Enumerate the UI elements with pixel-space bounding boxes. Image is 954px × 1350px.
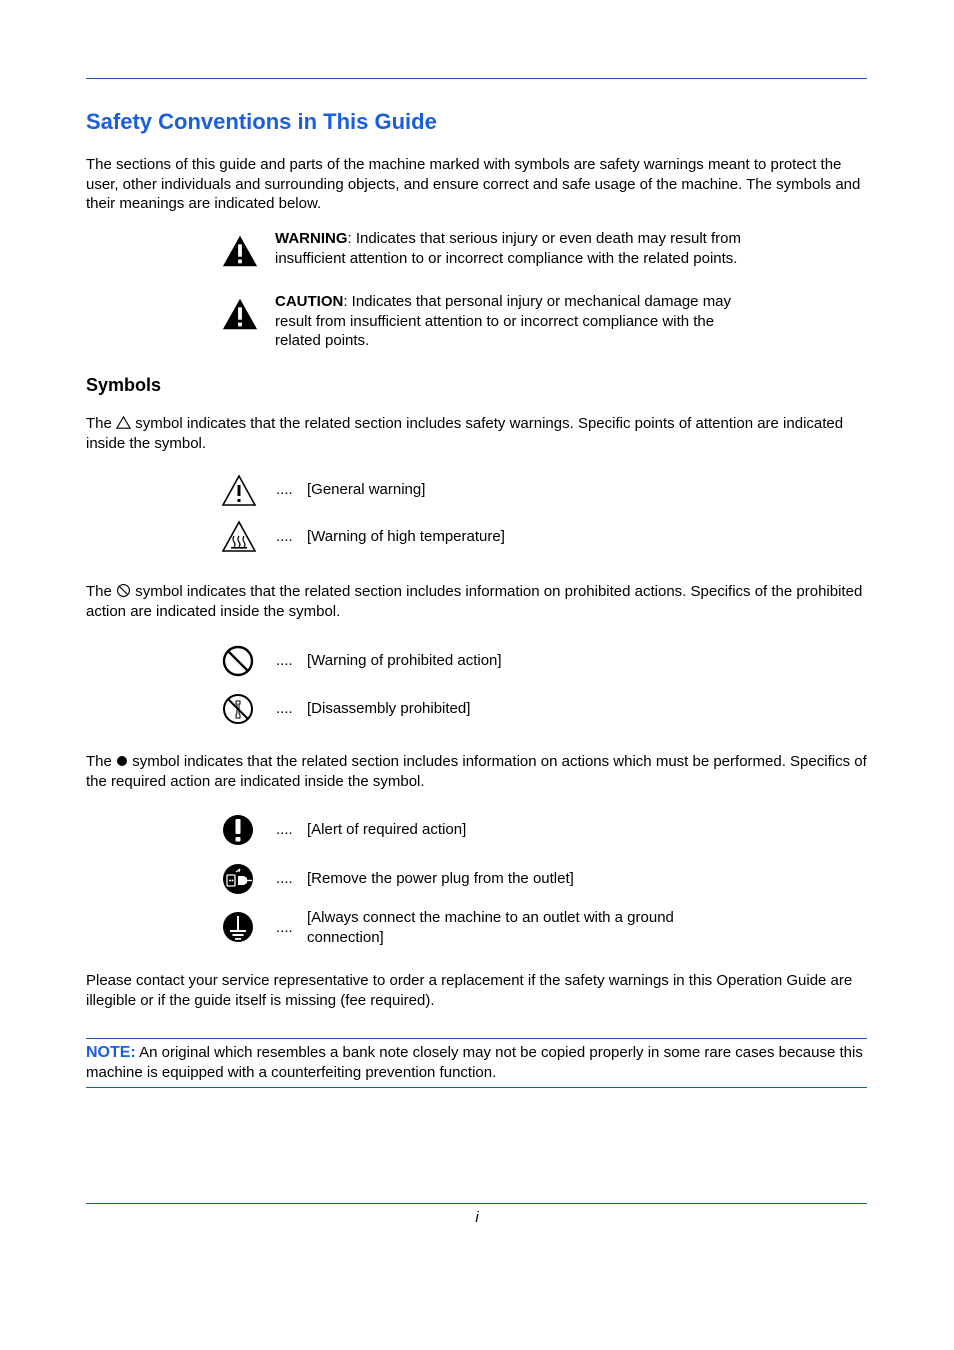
filled-circle-icon xyxy=(116,755,128,767)
high-temperature-label: [Warning of high temperature] xyxy=(307,528,505,545)
warning-text: : Indicates that serious injury or even death may result from insufficient attention to or incorrect compliance with the related points. xyxy=(275,230,742,267)
required-symbol-paragraph xyxy=(86,752,876,791)
paragraph-prefix: The xyxy=(86,415,112,432)
remove-plug-icon xyxy=(222,862,256,896)
ground-connection-label: [Always connect the machine to an outlet with a ground connection] xyxy=(307,909,674,946)
note-top-rule xyxy=(86,1038,867,1039)
leader-dots: .... xyxy=(276,528,293,545)
leader-dots: .... xyxy=(276,481,293,498)
page-title: Safety Conventions in This Guide xyxy=(86,109,437,134)
remove-plug-label: [Remove the power plug from the outlet] xyxy=(307,870,574,887)
paragraph-body: symbol indicates that the related section includes safety warnings. Specific points of attention are indicated inside the symbol. xyxy=(86,415,844,452)
prohibited-action-label: [Warning of prohibited action] xyxy=(307,652,502,669)
warning-notice xyxy=(275,229,745,268)
symbols-heading: Symbols xyxy=(86,375,162,395)
high-temperature-icon xyxy=(222,520,256,554)
contact-paragraph: Please contact your service representative to order a replacement if the safety warnings in this Operation Guide are illegible or if the guide itself is missing (fee required). xyxy=(86,972,853,1009)
leader-dots: .... xyxy=(276,652,293,669)
note-bottom-rule xyxy=(86,1087,867,1088)
paragraph-body: symbol indicates that the related section includes information on prohibited actions. Specifics of the prohibited action are indicated inside the symbol. xyxy=(86,583,863,620)
caution-term: CAUTION xyxy=(275,293,344,310)
prohibited-circle-icon xyxy=(116,583,131,598)
caution-notice xyxy=(275,292,745,351)
leader-dots: .... xyxy=(276,870,293,887)
triangle-outline-icon xyxy=(116,415,131,430)
leader-dots: .... xyxy=(276,919,293,936)
prohibited-action-icon xyxy=(222,644,256,678)
ground-connection-icon xyxy=(222,910,256,944)
leader-dots: .... xyxy=(276,821,293,838)
note-text: An original which resembles a bank note closely may not be copied properly in some rare cases because this machine is equipped with a counterfeiting prevention function. xyxy=(86,1044,863,1081)
top-rule xyxy=(86,78,867,79)
required-action-label: [Alert of required action] xyxy=(307,821,467,838)
paragraph-body: symbol indicates that the related section includes information on actions which must be performed. Specifics of the required action are indicated inside the symbol. xyxy=(86,753,867,790)
warning-term: WARNING xyxy=(275,230,348,247)
intro-paragraph: The sections of this guide and parts of the machine marked with symbols are safety warnings meant to protect the user, other individuals and surrounding objects, and ensure correct and safe usage of the machine. The symbols and their meanings are indicated below. xyxy=(86,156,861,212)
required-action-icon xyxy=(222,813,256,847)
general-warning-label: [General warning] xyxy=(307,481,426,498)
paragraph-prefix: The xyxy=(86,753,112,770)
triangle-symbol-paragraph xyxy=(86,414,876,453)
leader-dots: .... xyxy=(276,700,293,717)
prohibited-symbol-paragraph xyxy=(86,582,876,621)
caution-text: : Indicates that personal injury or mechanical damage may result from insufficient attention to or incorrect compliance with the related points. xyxy=(275,293,732,349)
warning-triangle-filled-icon xyxy=(221,233,259,269)
paragraph-prefix: The xyxy=(86,583,112,600)
disassembly-prohibited-label: [Disassembly prohibited] xyxy=(307,700,471,717)
note-paragraph xyxy=(86,1043,867,1082)
general-warning-icon xyxy=(222,474,256,508)
page-number: i xyxy=(475,1209,479,1226)
caution-triangle-filled-icon xyxy=(221,296,259,332)
disassembly-prohibited-icon xyxy=(222,692,256,726)
footer-rule xyxy=(86,1203,867,1204)
note-label: NOTE: xyxy=(86,1044,136,1061)
